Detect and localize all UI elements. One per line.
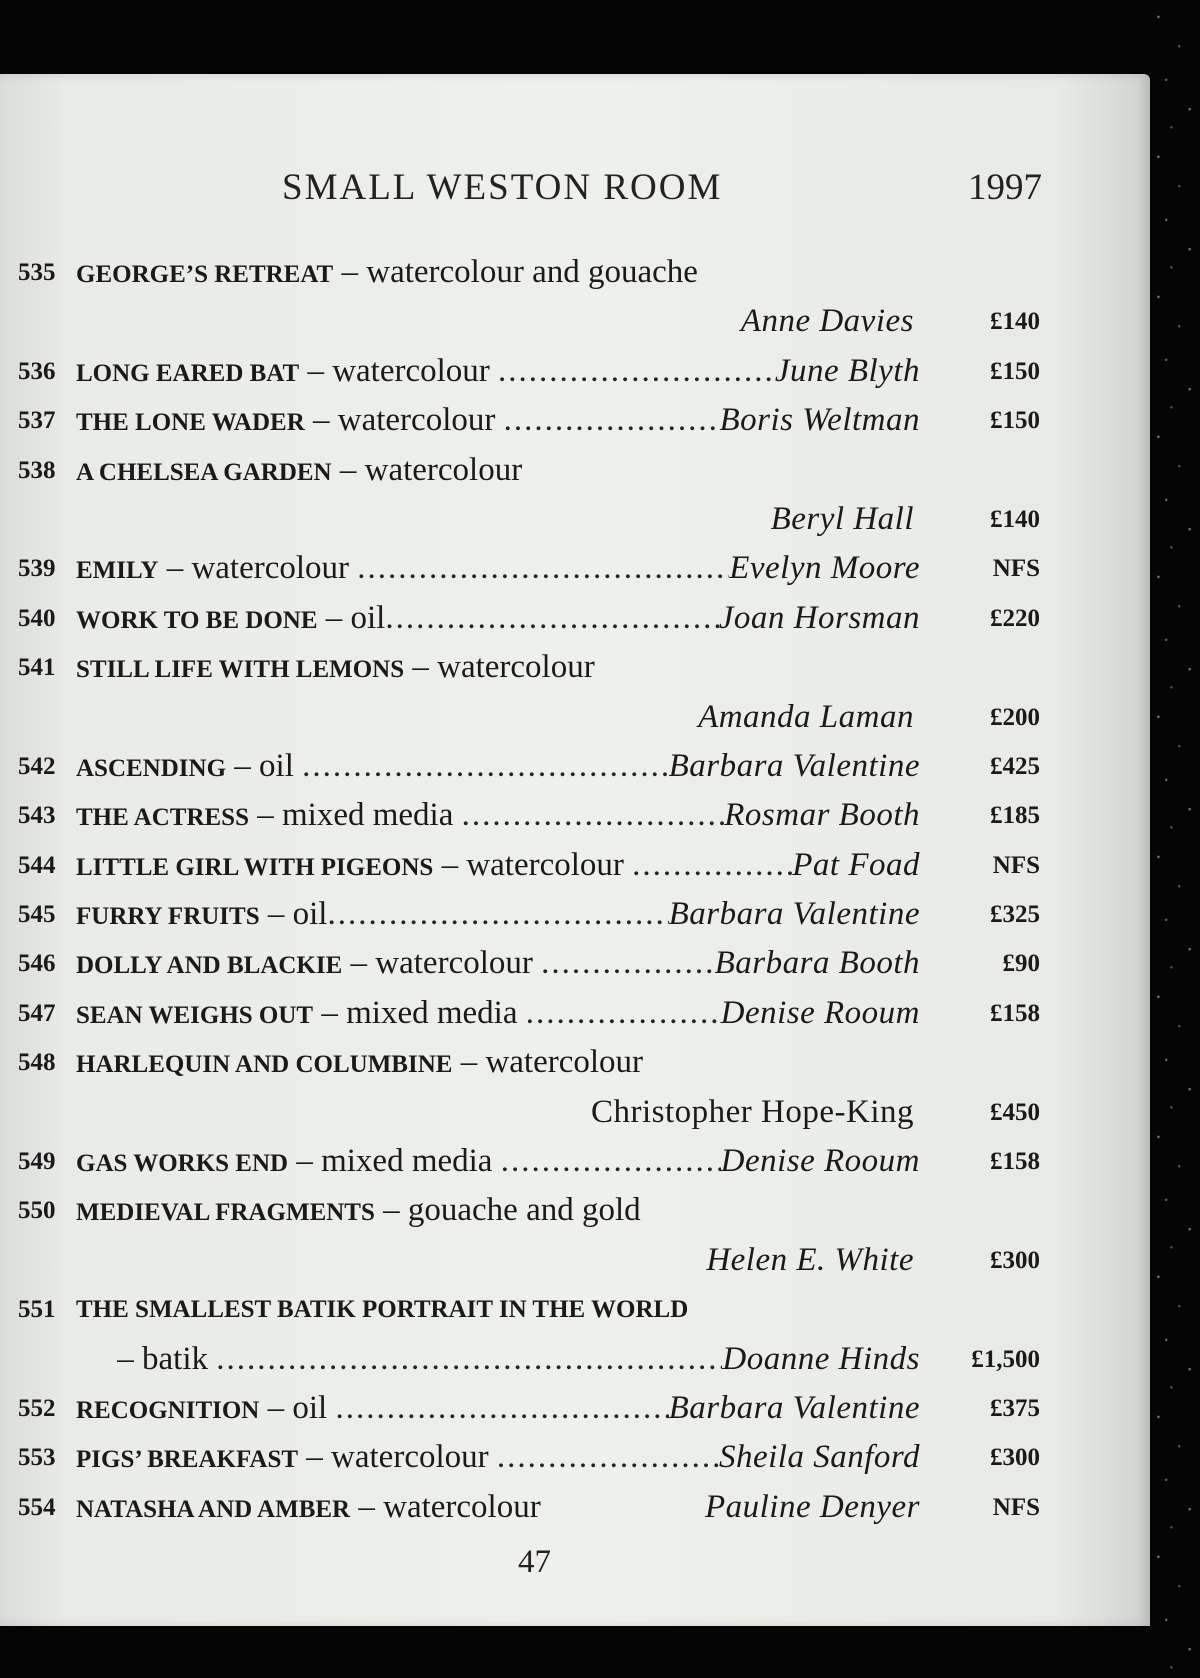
catalogue-number: 549	[18, 1148, 56, 1176]
artwork-medium: – mixed media	[249, 797, 462, 834]
background-speckle	[1148, 0, 1200, 1678]
artist-name: Barbara Valentine	[668, 747, 920, 784]
entry-line	[0, 1137, 1150, 1186]
catalogue-entry	[0, 1433, 1150, 1482]
entry-line	[0, 1088, 1150, 1137]
catalogue-entry	[0, 446, 1150, 545]
artwork-title: THE ACTRESS	[76, 804, 249, 832]
artwork-medium: – watercolour	[342, 945, 542, 982]
entry-line	[0, 841, 1150, 890]
catalogue-number: 543	[18, 802, 56, 830]
entry-line	[0, 1384, 1150, 1433]
entry-line	[0, 1285, 1150, 1334]
artwork-title: THE LONE WADER	[76, 409, 305, 437]
artwork-title: STILL LIFE WITH LEMONS	[76, 656, 405, 684]
catalogue-number: 546	[18, 950, 56, 978]
dot-leader	[216, 1335, 722, 1384]
price: £425	[990, 752, 1040, 780]
artwork-title: GEORGE’S RETREAT	[76, 261, 334, 288]
entry-body	[76, 1384, 920, 1435]
artwork-medium: – watercolour	[452, 1044, 644, 1081]
catalogue-entry	[0, 248, 1150, 347]
entry-line	[0, 1236, 1150, 1285]
entry-body	[76, 594, 920, 645]
price: £150	[990, 407, 1040, 435]
entry-line	[0, 396, 1150, 445]
entry-body	[76, 841, 920, 892]
entry-body	[76, 1186, 920, 1237]
catalogue-entry	[0, 890, 1150, 939]
price: £185	[990, 802, 1040, 830]
entry-line	[0, 939, 1150, 988]
price: £450	[990, 1098, 1040, 1126]
entry-line	[0, 495, 1150, 544]
entry-body	[76, 1483, 920, 1534]
dot-leader	[327, 890, 668, 939]
artwork-title: HARLEQUIN AND COLUMBINE	[76, 1051, 453, 1079]
catalogue-entry	[0, 1186, 1150, 1285]
entry-line	[0, 1186, 1150, 1235]
price: £158	[990, 999, 1040, 1027]
year: 1997	[968, 167, 1042, 208]
artist-name: Barbara Booth	[714, 945, 920, 982]
dot-leader	[497, 1433, 719, 1482]
artwork-title: RECOGNITION	[76, 1396, 260, 1424]
price: £220	[990, 604, 1040, 632]
catalogue-number: 545	[18, 901, 56, 929]
page-number: 47	[518, 1544, 551, 1580]
entry-line	[0, 347, 1150, 396]
catalogue-entries	[0, 248, 1150, 1532]
dot-leader	[526, 989, 721, 1038]
dot-leader	[385, 594, 718, 643]
artist-name: Barbara Valentine	[668, 1389, 920, 1426]
entry-line	[0, 297, 1150, 346]
catalogue-number: 550	[18, 1197, 56, 1225]
catalogue-number: 540	[18, 604, 56, 632]
artist-name: June Blyth	[774, 352, 920, 389]
entry-line	[0, 791, 1150, 840]
entry-line	[0, 693, 1150, 742]
catalogue-entry	[0, 742, 1150, 791]
artist-name: Pat Foad	[792, 846, 920, 883]
artwork-medium: – watercolour	[404, 649, 595, 686]
price: £300	[990, 1246, 1040, 1274]
entry-body	[76, 939, 920, 990]
catalogue-entry	[0, 1384, 1150, 1433]
entry-line	[0, 446, 1150, 495]
entry-line	[0, 544, 1150, 593]
catalogue-number: 541	[18, 654, 56, 682]
artist-name: Pauline Denyer	[704, 1488, 920, 1525]
entry-line	[0, 643, 1150, 692]
catalogue-number: 542	[18, 752, 56, 780]
catalogue-number: 551	[18, 1296, 56, 1324]
entry-body	[76, 989, 920, 1040]
catalogue-entry	[0, 791, 1150, 840]
artwork-title: WORK TO BE DONE	[76, 606, 318, 634]
artwork-title: LONG EARED BAT	[76, 359, 300, 387]
catalogue-number: 538	[18, 456, 56, 484]
price: £375	[990, 1394, 1040, 1422]
catalogue-entry	[0, 643, 1150, 742]
artwork-medium: – watercolour	[158, 550, 358, 587]
catalogue-entry	[0, 544, 1150, 593]
entry-body	[76, 1433, 920, 1484]
catalogue-entry	[0, 989, 1150, 1038]
entry-body	[76, 446, 920, 497]
artist-name: Beryl Hall	[770, 500, 914, 537]
entry-line	[0, 594, 1150, 643]
catalogue-page	[0, 74, 1150, 1626]
artwork-title: FURRY FRUITS	[76, 903, 260, 931]
entry-body	[76, 1137, 920, 1188]
catalogue-number: 539	[18, 555, 56, 583]
artist-name: Amanda Laman	[698, 698, 914, 735]
entry-body	[76, 890, 920, 941]
entry-body	[76, 544, 920, 595]
dot-leader	[335, 1384, 668, 1433]
price: NFS	[992, 555, 1040, 583]
artwork-title: SEAN WEIGHS OUT	[76, 1001, 314, 1029]
artist-name: Doanne Hinds	[722, 1340, 920, 1377]
entry-line	[0, 1433, 1150, 1482]
artwork-medium: – gouache and gold	[374, 1192, 641, 1229]
dot-leader	[302, 742, 668, 791]
price: £140	[990, 505, 1040, 533]
artwork-title: PIGS’ BREAKFAST	[76, 1446, 299, 1474]
artwork-medium: – watercolour and gouache	[333, 254, 698, 290]
artist-name: Helen E. White	[706, 1241, 914, 1278]
catalogue-number: 554	[18, 1493, 56, 1521]
entry-body	[76, 396, 920, 447]
entry-body	[76, 742, 920, 793]
artwork-medium: – watercolour	[298, 1439, 497, 1476]
catalogue-entry	[0, 1483, 1150, 1532]
dot-leader	[632, 841, 792, 890]
artwork-medium: – mixed media	[313, 994, 526, 1031]
artwork-medium: – oil	[259, 1389, 336, 1426]
catalogue-entry	[0, 1038, 1150, 1137]
catalogue-entry	[0, 594, 1150, 643]
artwork-medium: – batik	[76, 1340, 217, 1377]
artist-name: Anne Davies	[740, 303, 914, 340]
artwork-title: NATASHA AND AMBER	[76, 1495, 351, 1523]
entry-body	[76, 347, 920, 398]
catalogue-number: 535	[18, 259, 56, 286]
price: £150	[990, 357, 1040, 385]
catalogue-number: 537	[18, 407, 56, 435]
entry-line	[0, 989, 1150, 1038]
entry-body	[76, 248, 920, 299]
price: NFS	[992, 851, 1040, 879]
catalogue-number: 548	[18, 1049, 56, 1077]
price: £140	[990, 308, 1040, 336]
entry-line	[0, 1483, 1150, 1532]
catalogue-number: 536	[18, 357, 56, 385]
entry-line	[0, 742, 1150, 791]
catalogue-entry	[0, 396, 1150, 445]
running-head	[0, 166, 1150, 216]
artist-name: Rosmar Booth	[724, 797, 920, 834]
artwork-title: DOLLY AND BLACKIE	[76, 952, 343, 980]
price: £90	[1002, 950, 1040, 978]
dot-leader	[498, 347, 775, 396]
dot-leader	[462, 791, 725, 840]
artwork-medium: – watercolour	[433, 846, 633, 883]
artist-name: Evelyn Moore	[729, 550, 920, 587]
price: £200	[990, 703, 1040, 731]
artist-name: Christopher Hope-King	[590, 1093, 914, 1130]
artwork-medium: – watercolour	[299, 352, 499, 389]
price: £158	[990, 1148, 1040, 1176]
entry-line	[0, 1335, 1150, 1384]
catalogue-entry	[0, 841, 1150, 890]
price: NFS	[992, 1493, 1040, 1521]
artwork-title: LITTLE GIRL WITH PIGEONS	[76, 853, 434, 881]
price: £300	[990, 1444, 1040, 1472]
dot-leader	[357, 544, 729, 593]
catalogue-number: 544	[18, 851, 56, 879]
artist-name: Boris Weltman	[719, 402, 920, 439]
price: £1,500	[971, 1345, 1040, 1373]
entry-body	[76, 1335, 920, 1384]
dot-leader	[501, 1137, 721, 1186]
artwork-medium: – oil	[259, 896, 328, 933]
artwork-medium: – watercolour	[304, 402, 504, 439]
artwork-title: A CHELSEA GARDEN	[76, 458, 332, 486]
artist-name: Barbara Valentine	[668, 896, 920, 933]
catalogue-entry	[0, 347, 1150, 396]
artwork-medium: – oil	[317, 599, 386, 636]
entry-body	[76, 1285, 920, 1334]
artist-name: Sheila Sanford	[718, 1439, 920, 1476]
dot-leader	[541, 939, 714, 988]
dot-leader	[504, 396, 720, 445]
artwork-title: GAS WORKS END	[76, 1150, 289, 1178]
artwork-medium: – oil	[226, 747, 303, 784]
artwork-medium: – mixed media	[288, 1143, 501, 1180]
room-title: SMALL WESTON ROOM	[282, 167, 723, 208]
artwork-title: ASCENDING	[76, 754, 227, 782]
artist-name: Joan Horsman	[718, 599, 920, 636]
artist-name: Denise Rooum	[720, 994, 920, 1031]
catalogue-number: 547	[18, 999, 56, 1027]
entry-line	[0, 1038, 1150, 1087]
entry-line	[0, 248, 1150, 297]
entry-body	[76, 1038, 920, 1089]
catalogue-number: 552	[18, 1394, 56, 1422]
entry-line	[0, 890, 1150, 939]
catalogue-entry	[0, 939, 1150, 988]
artwork-title: EMILY	[76, 557, 159, 585]
catalogue-entry	[0, 1285, 1150, 1384]
price: £325	[990, 901, 1040, 929]
entry-body	[76, 791, 920, 842]
artist-name: Denise Rooum	[720, 1143, 920, 1180]
artwork-title: MEDIEVAL FRAGMENTS	[76, 1199, 375, 1227]
catalogue-entry	[0, 1137, 1150, 1186]
catalogue-number: 553	[18, 1444, 56, 1472]
artwork-medium: – watercolour	[350, 1488, 541, 1525]
artwork-title: THE SMALLEST BATIK PORTRAIT IN THE WORLD	[76, 1296, 689, 1324]
artwork-medium: – watercolour	[331, 451, 523, 488]
entry-body	[76, 643, 920, 694]
